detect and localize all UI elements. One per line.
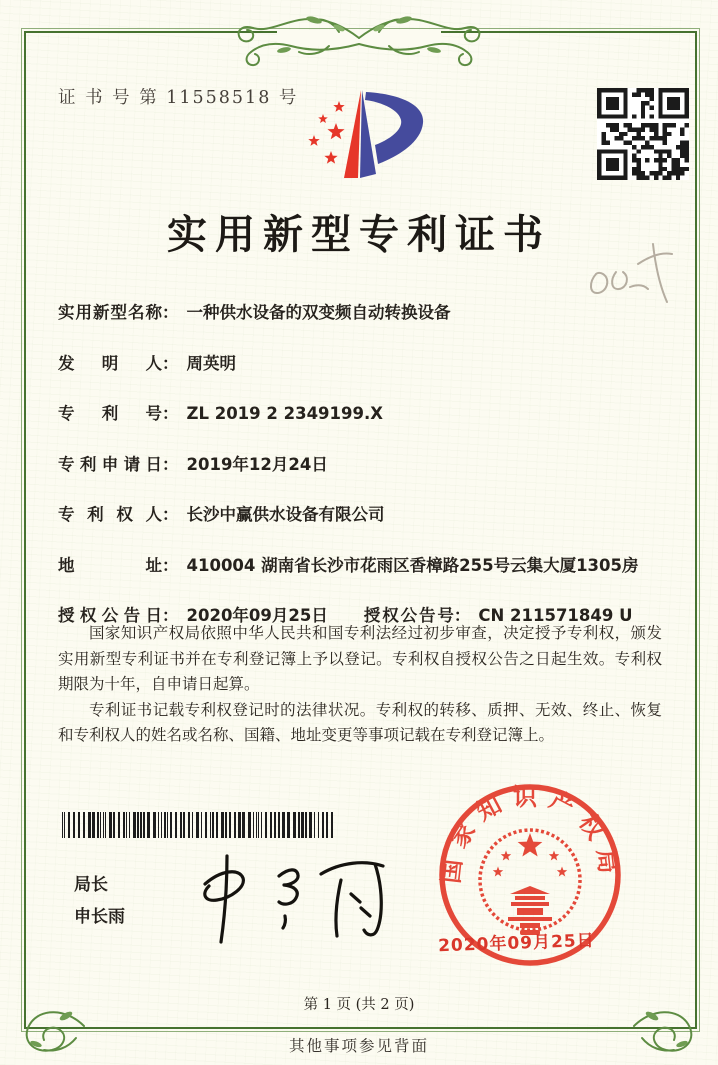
field-colon: ： <box>162 454 179 474</box>
field-row-patentee <box>58 501 662 529</box>
field-label: 专利申请日 <box>58 454 162 474</box>
commissioner-name: 申长雨 <box>74 907 125 927</box>
field-value: ZL 2019 2 2349199.X <box>186 404 383 423</box>
logo-stars-icon <box>308 101 344 164</box>
signature <box>175 850 405 950</box>
field-value: CN 211571849 U <box>478 606 633 625</box>
pencil-mark <box>578 232 678 307</box>
field-value: 2020年09月25日 <box>186 606 328 625</box>
field-row-address <box>58 552 662 580</box>
certificate-fields <box>58 299 662 653</box>
field-label: 发明人 <box>58 353 162 373</box>
legal-paragraph-2: 专利证书记载专利权登记时的法律状况。专利权的转移、质押、无效、终止、恢复和专利权人的姓名或名称、国籍、地址变更等事项记载在专利登记簿上。 <box>58 700 662 744</box>
cnipa-logo-icon <box>278 84 443 199</box>
field-colon: ： <box>162 303 179 322</box>
seal-arc-text: 国家知识产权局 <box>436 782 624 885</box>
field-colon: ： <box>453 606 471 625</box>
qr-code <box>597 88 689 180</box>
legal-text <box>58 621 662 749</box>
field-row-name <box>58 299 662 327</box>
seal-date: 2020年09月25日 <box>437 930 596 957</box>
certificate-title: 实用新型专利证书 <box>167 211 551 258</box>
field-label: 地址 <box>58 555 162 575</box>
field-value: 2019年12月24日 <box>186 454 328 474</box>
field-colon: ： <box>162 606 179 625</box>
field-row-patent-number <box>58 400 662 428</box>
field-colon: ： <box>162 404 179 423</box>
field-value: 一种供水设备的双变频自动转换设备 <box>186 303 451 322</box>
barcode <box>62 812 338 839</box>
field-label: 授权公告日 <box>58 606 162 625</box>
certificate-number: 证 书 号 第 11558518 号 <box>58 88 299 108</box>
legal-paragraph-1: 国家知识产权局依照中华人民共和国专利法经过初步审查，决定授予专利权，颁发实用新型专利证书并在专利登记簿上予以登记。专利权自授权公告之日起生效。专利权期限为十年，自申请日起算。 <box>58 624 662 693</box>
field-value: 410004 湖南省长沙市花雨区香樟路255号云集大厦1305房 <box>186 555 639 575</box>
page-number: 第 1 页 (共 2 页) <box>303 997 415 1013</box>
commissioner-title: 局长 <box>74 875 108 895</box>
seal-emblem-icon <box>480 830 580 935</box>
field-label: 授权公告号 <box>363 606 454 625</box>
field-colon: ： <box>162 353 179 373</box>
back-note: 其他事项参见背面 <box>288 1037 429 1055</box>
top-ornament <box>229 6 489 70</box>
field-colon: ： <box>162 505 179 524</box>
field-label: 专利权人 <box>58 505 162 524</box>
field-label: 实用新型名称 <box>58 303 162 322</box>
field-label: 专利号 <box>58 404 162 423</box>
field-row-inventor <box>58 350 662 378</box>
field-colon: ： <box>162 555 179 575</box>
field-row-filing-date <box>58 451 662 479</box>
field-value: 长沙中赢供水设备有限公司 <box>186 505 385 524</box>
field-value: 周英明 <box>186 353 236 373</box>
